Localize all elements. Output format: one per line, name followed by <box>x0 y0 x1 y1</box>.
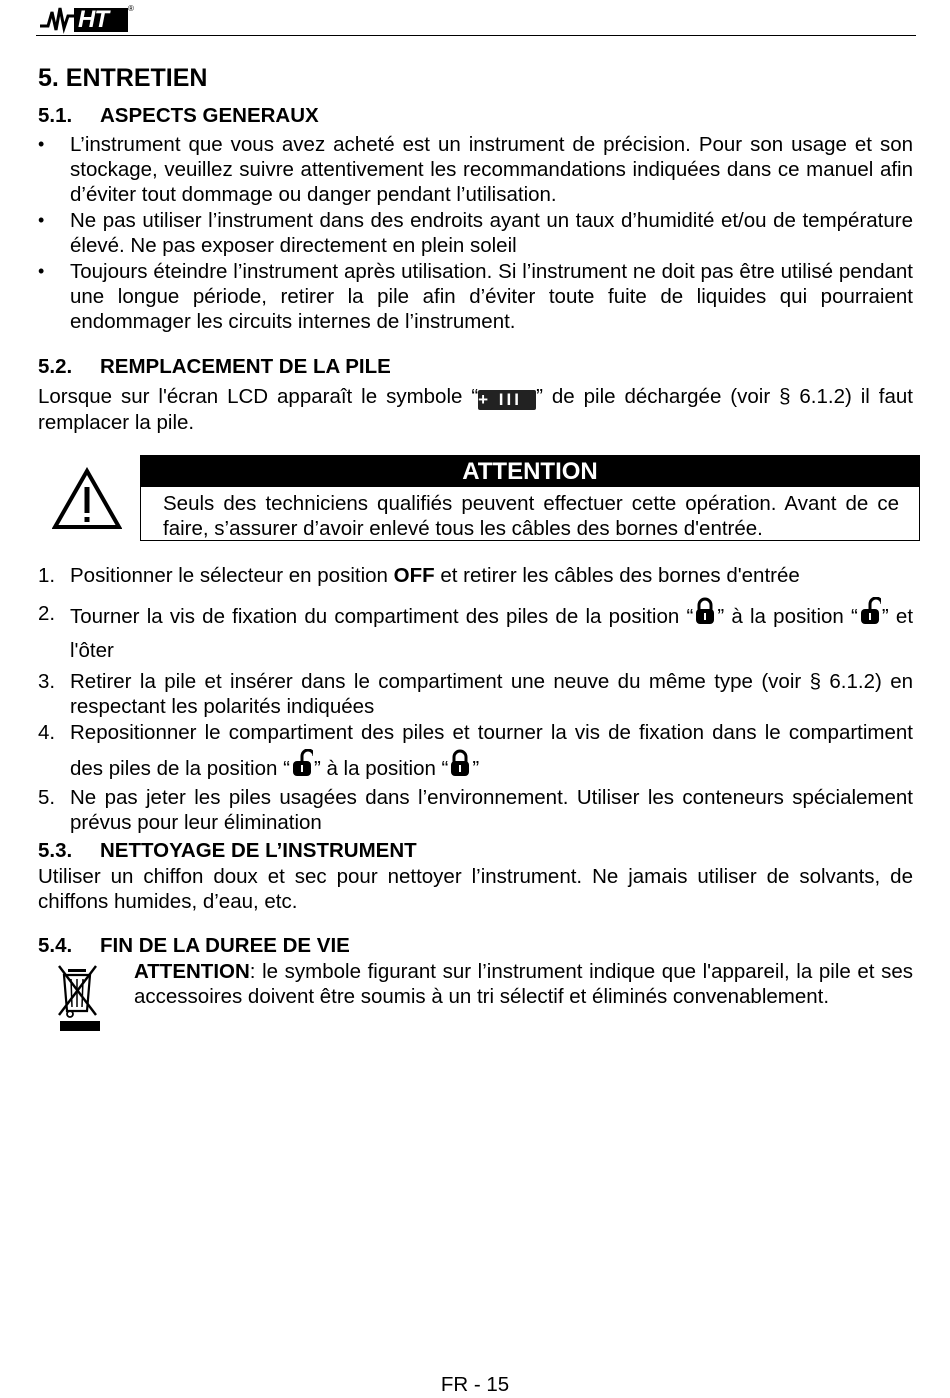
bullet-item: • Toujours éteindre l’instrument après utilisation. Si l’instrument ne doit pas être utilisé pendant une longue période, retirer la pile afin d’éviter toute fuite de liquides qui pourraient endommager les circuits internes de l’instrument. <box>38 259 913 334</box>
lock-open-icon <box>859 597 881 625</box>
step-number: 1. <box>38 564 56 587</box>
step-item <box>38 785 913 835</box>
section-number: 5.4. <box>38 934 73 957</box>
lightning-waveform-icon <box>40 6 76 34</box>
section-title: REMPLACEMENT DE LA PILE <box>100 355 391 378</box>
step-text: Tourner la vis de fixation du compartiment des piles de la position “ <box>70 605 694 628</box>
attention-label: ATTENTION <box>134 960 250 983</box>
cleaning-paragraph: Utiliser un chiffon doux et sec pour nettoyer l’instrument. Ne jamais utiliser de solvants, de chiffons humides, d’eau, etc. <box>38 865 913 913</box>
step-number: 2. <box>38 602 56 625</box>
registered-mark: ® <box>128 4 134 13</box>
battery-replacement-steps <box>38 563 913 835</box>
attention-title: ATTENTION <box>141 456 919 487</box>
battery-intro-paragraph <box>38 384 913 435</box>
step-item <box>38 597 913 668</box>
section-number: 5.3. <box>38 839 73 862</box>
step-text: ” et l'ôter <box>70 605 914 662</box>
step-item <box>38 716 913 785</box>
general-aspects-list <box>38 132 913 335</box>
bullet-item: • Ne pas utiliser l’instrument dans des endroits ayant un taux d’humidité et/ou de température élevé. Ne pas exposer directement en plein soleil <box>38 208 913 258</box>
section-number: 5.1. <box>38 104 73 127</box>
section-title: FIN DE LA DUREE DE VIE <box>100 934 350 957</box>
intro-text-before: Lorsque sur l'écran LCD apparaît le symbole “ <box>38 385 479 408</box>
attention-box <box>140 455 920 541</box>
section-title: NETTOYAGE DE L’INSTRUMENT <box>100 839 417 862</box>
step-bold-text: OFF <box>393 564 435 587</box>
step-text: Repositionner le compartiment des piles et tourner la vis de fixation dans le compartiment des piles de la position “ <box>70 721 913 780</box>
step-text: Ne pas jeter les piles usagées dans l’environnement. Utiliser les conteneurs spécialement prévus pour leur élimination <box>70 786 913 834</box>
section-heading-5-2 <box>38 355 391 379</box>
step-text: ” <box>472 757 480 780</box>
step-item <box>38 563 913 588</box>
end-of-life-paragraph <box>134 959 913 1009</box>
lock-open-icon <box>291 749 313 777</box>
step-number: 3. <box>38 670 56 693</box>
step-text: Retirer la pile et insérer dans le compartiment une neuve du même type (voir § 6.1.2) en respectant les polarités indiquées <box>70 670 913 718</box>
lock-closed-icon <box>694 597 716 625</box>
page-number: FR - 15 <box>440 1373 510 1396</box>
section-heading-5-4 <box>38 934 350 958</box>
step-number: 5. <box>38 786 56 809</box>
step-item <box>38 669 913 719</box>
crossed-out-bin-icon <box>56 963 102 1033</box>
low-battery-icon: + III <box>478 390 536 410</box>
section-number: 5.2. <box>38 355 73 378</box>
section-heading-5-3 <box>38 839 417 863</box>
step-text: ” à la position “ <box>717 605 858 628</box>
ht-logo <box>40 4 132 34</box>
header-rule <box>36 35 916 36</box>
lock-closed-icon <box>449 749 471 777</box>
step-text: et retirer les câbles des bornes d'entrée <box>434 564 800 587</box>
logo-text: HT <box>78 6 108 33</box>
step-text: Positionner le sélecteur en position <box>70 564 394 587</box>
chapter-title: 5. ENTRETIEN <box>38 64 208 92</box>
end-of-life-text: : le symbole figurant sur l’instrument indique que l'appareil, la pile et ses accessoires doivent être soumis à un tri sélectif et éliminés convenablement. <box>134 960 913 1008</box>
step-number: 4. <box>38 721 56 744</box>
section-title: ASPECTS GENERAUX <box>100 104 319 127</box>
step-text: ” à la position “ <box>313 757 449 780</box>
intro-text-after: ” de pile déchargée (voir § 6.1.2) il faut remplacer la pile. <box>38 385 913 434</box>
warning-triangle-icon <box>52 467 122 531</box>
bullet-item: • L’instrument que vous avez acheté est un instrument de précision. Pour son usage et son stockage, veuillez suivre attentivement les recommandations indiquées dans ce manuel afin d’éviter tout dommage ou danger pendant l’utilisation. <box>38 132 913 207</box>
attention-text: Seuls des techniciens qualifiés peuvent effectuer cette opération. Avant de ce faire, s’assurer d’avoir enlevé tous les câbles des bornes d'entrée. <box>163 492 899 540</box>
section-heading-5-1 <box>38 104 319 128</box>
